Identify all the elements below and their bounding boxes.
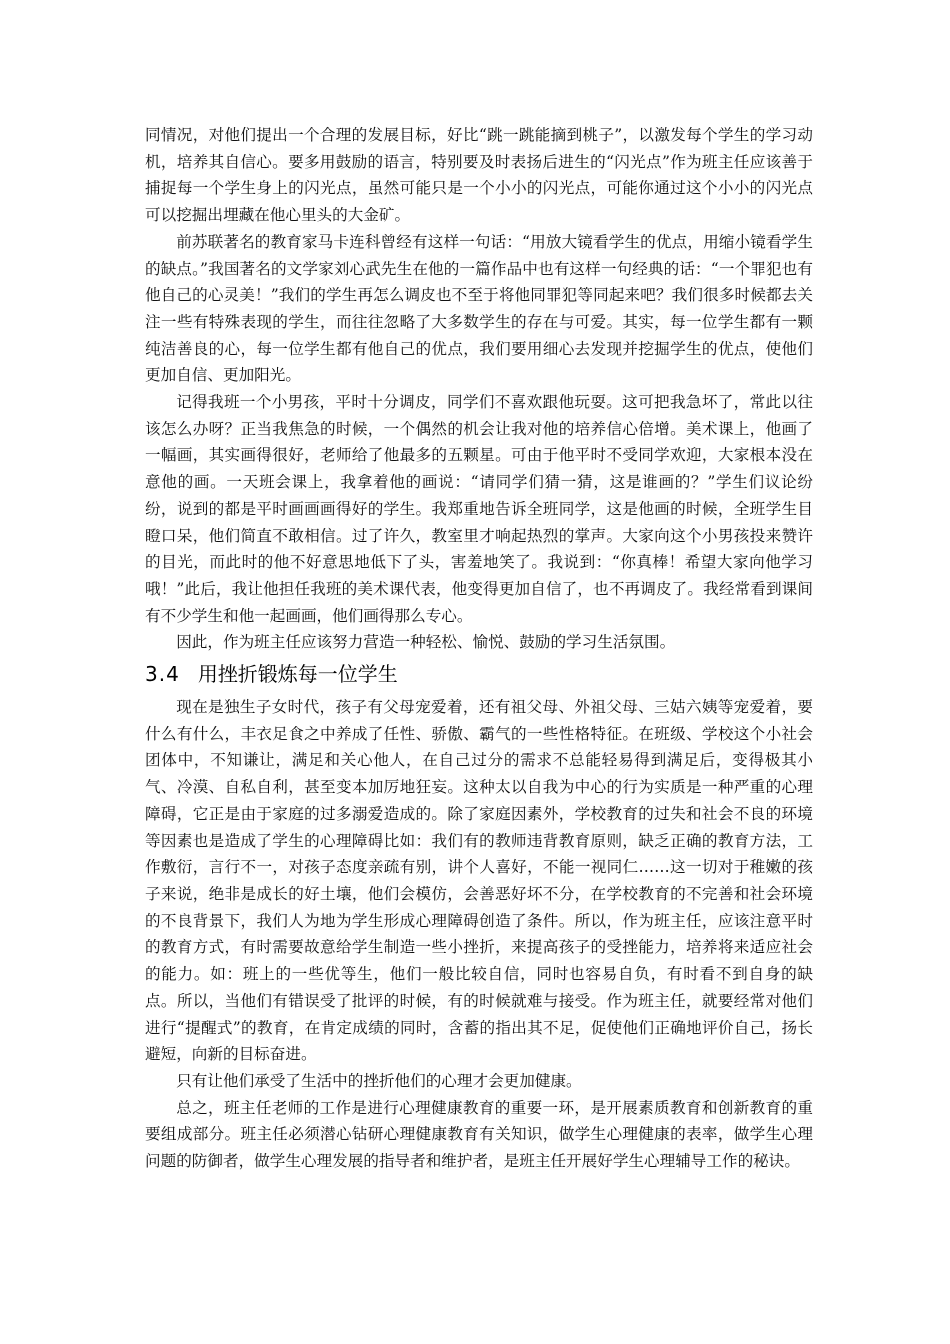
paragraph-4: 因此，作为班主任应该努力营造一种轻松、愉悦、鼓励的学习生活氛围。: [176, 633, 676, 652]
paragraph-2: 前苏联著名的教育家马卡连科曾经有这样一句话：“用放大镜看学生的优点，用缩小镜看学生的缺点。”我国著名的文学家刘心武先生在他的一篇作品中也有这样一句经典的话：“一个罪犯也有他自己的心灵美！”我们的学生再怎么调皮也不至于将他同罪犯等同起来吧？我们很多时候都去关注一些有特殊表现的学生，而往往忽略了大多数学生的存在与可爱。其实，每一位学生都有一颗纯洁善良的心，每一位学生都有他自己的优点，我们要用细心去发现并挖掘学生的优点，使他们更加自信、更加阳光。: [145, 232, 813, 385]
paragraph-5: 现在是独生子女时代，孩子有父母宠爱着，还有祖父母、外祖父母、三姑六姨等宠爱着，要什么有什么，丰衣足食之中养成了任性、骄傲、霸气的一些性格特征。在班级、学校这个小社会团体中，不知谦让，满足和关心他人，在自己过分的需求不总能轻易得到满足后，变得极其小气、冷漠、自私自利，甚至变本加厉地狂妄。这种太以自我为中心的行为实质是一种严重的心理障碍，它正是由于家庭的过多溺爱造成的。除了家庭因素外，学校教育的过失和社会不良的环境等因素也是造成了学生的心理障碍比如：我们有的教师违背教育原则，缺乏正确的教育方法，工作敷衍，言行不一，对孩子态度亲疏有别，讲个人喜好，不能一视同仁……这一切对于稚嫩的孩子来说，绝非是成长的好土壤，他们会模仿，会善恶好坏不分，在学校教育的不完善和社会环境的不良背景下，我们人为地为学生形成心理障碍创造了条件。所以，作为班主任，应该注意平时的教育方式，有时需要故意给学生制造一些小挫折，来提高孩子的受挫能力，培养将来适应社会的能力。如：班上的一些优等生，他们一般比较自信，同时也容易自负，有时看不到自身的缺点。所以，当他们有错误受了批评的时候，有的时候就难与接受。作为班主任，就要经常对他们进行“提醒式”的教育，在肯定成绩的同时，含蓄的指出其不足，促使他们正确地评价自己，扬长避短，向新的目标奋进。: [145, 698, 813, 1064]
paragraph-7: 总之，班主任老师的工作是进行心理健康教育的重要一环，是开展素质教育和创新教育的重要组成部分。班主任必须潜心钻研心理健康教育有关知识，做学生心理健康的表率，做学生心理问题的防御者，做学生心理发展的指导者和维护者，是班主任开展好学生心理辅导工作的秘诀。: [145, 1098, 813, 1171]
section-heading: [145, 655, 813, 693]
section-number: 3.4: [145, 662, 180, 687]
paragraph-1: 同情况，对他们提出一个合理的发展目标，好比“跳一跳能摘到桃子”，以激发每个学生的学习动机，培养其自信心。要多用鼓励的语言，特别要及时表扬后进生的“闪光点”作为班主任应该善于捕捉每一个学生身上的闪光点，虽然可能只是一个小小的闪光点，可能你通过这个小小的闪光点可以挖掘出埋藏在他心里头的大金矿。: [145, 126, 813, 225]
document-page: [145, 122, 813, 1175]
paragraph-3: 记得我班一个小男孩，平时十分调皮，同学们不喜欢跟他玩耍。这可把我急坏了，常此以往该怎么办呀？正当我焦急的时候，一个偶然的机会让我对他的培养信心倍增。美术课上，他画了一幅画，其实画得很好，老师给了他最多的五颗星。可由于他平时不受同学欢迎，大家根本没在意他的画。一天班会课上，我拿着他的画说：“请同学们猜一猜，这是谁画的？”学生们议论纷纷，说到的都是平时画画画得好的学生。我郑重地告诉全班同学，这是他画的时候，全班学生目瞪口呆，他们简直不敢相信。过了许久，教室里才响起热烈的掌声。大家向这个小男孩投来赞许的目光，而此时的他不好意思地低下了头，害羞地笑了。我说到：“你真棒！希望大家向他学习哦！”此后，我让他担任我班的美术课代表，他变得更加自信了，也不再调皮了。我经常看到课间有不少学生和他一起画画，他们画得那么专心。: [145, 393, 813, 625]
section-title: 用挫折锻炼每一位学生: [197, 662, 398, 687]
paragraph-6: 只有让他们承受了生活中的挫折他们的心理才会更加健康。: [176, 1071, 582, 1090]
